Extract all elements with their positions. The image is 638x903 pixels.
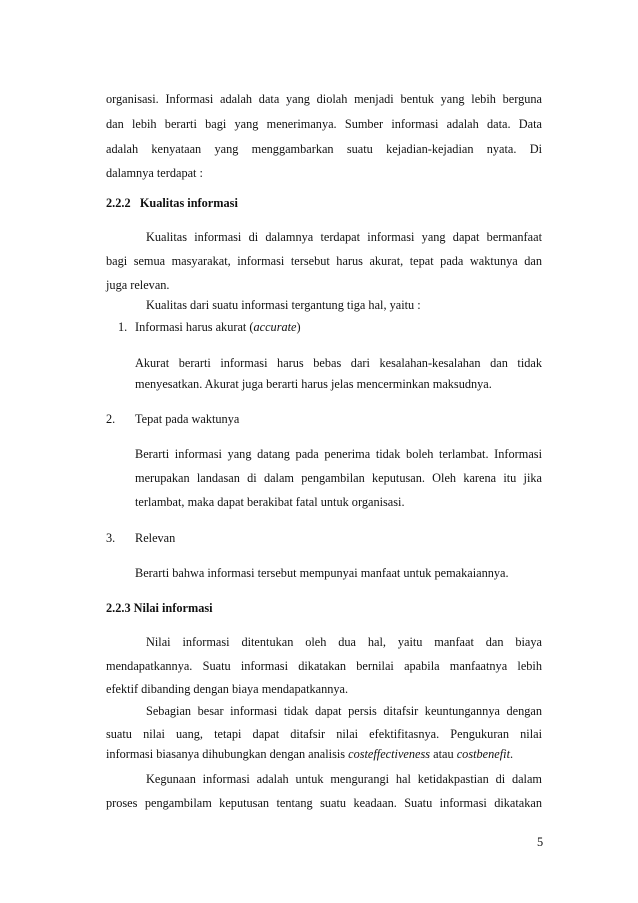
paragraph-line: Berarti bahwa informasi tersebut mempunyai manfaat untuk pemakaiannya. [135,566,509,580]
paragraph-line: adalah kenyataan yang menggambarkan suatu kejadian-kejadian nyata. Di [106,142,542,156]
paragraph-line: Kualitas informasi di dalamnya terdapat informasi yang dapat bermanfaat [146,230,542,244]
paragraph-line: proses pengambilam keputusan tentang suatu keadaan. Suatu informasi dikatakan [106,796,542,810]
paragraph-line: juga relevan. [106,278,170,292]
list-item-title: Relevan [135,531,176,545]
list-number: 3. [106,531,116,545]
text-segment: . [510,747,514,761]
list-number: 1. [118,320,128,334]
list-item-close: ) [296,320,301,334]
paragraph-line: organisasi. Informasi adalah data yang diolah menjadi bentuk yang lebih berguna [106,92,542,106]
paragraph-line: dalamnya terdapat : [106,166,203,180]
italic-term: costbenefit [456,747,510,761]
paragraph-line: Sebagian besar informasi tidak dapat persis ditafsir keuntungannya dengan [146,704,542,718]
list-item-title: Tepat pada waktunya [135,412,240,426]
paragraph-line: efektif dibanding dengan biaya mendapatkannya. [106,682,349,696]
page-number: 5 [537,835,544,849]
list-item-title [135,319,542,335]
text-segment: informasi biasanya dihubungkan dengan analisis [106,747,349,761]
paragraph-line: menyesatkan. Akurat juga berarti harus jelas mencerminkan maksudnya. [135,377,492,391]
paragraph-line [106,746,542,762]
paragraph-line: Akurat berarti informasi harus bebas dari kesalahan-kesalahan dan tidak [135,356,542,370]
italic-term: costeffectiveness [348,747,431,761]
text-segment: atau [430,747,457,761]
list-item-italic: accurate [253,320,297,334]
paragraph-line: dan lebih berarti bagi yang menerimanya. Sumber informasi adalah data. Data [106,117,542,131]
paragraph-line: mendapatkannya. Suatu informasi dikatakan bernilai apabila manfaatnya lebih [106,659,542,673]
paragraph-line: bagi semua masyarakat, informasi tersebut harus akurat, tepat pada waktunya dan [106,254,542,268]
paragraph-line: Kualitas dari suatu informasi tergantung tiga hal, yaitu : [146,298,421,312]
paragraph-line: suatu nilai uang, tetapi dapat ditafsir nilai efektifitasnya. Pengukuran nilai [106,727,542,741]
paragraph-line: Kegunaan informasi adalah untuk mengurangi hal ketidakpastian di dalam [146,772,542,786]
paragraph-line: merupakan landasan di dalam pengambilan keputusan. Oleh karena itu jika [135,471,542,485]
section-heading-2-2-3: 2.2.3 Nilai informasi [106,601,213,615]
section-heading-2-2-2: 2.2.2 Kualitas informasi [106,196,238,210]
paragraph-line: Berarti informasi yang datang pada penerima tidak boleh terlambat. Informasi [135,447,542,461]
list-item-text: Informasi harus akurat ( [135,320,254,334]
paragraph-line: terlambat, maka dapat berakibat fatal untuk organisasi. [135,495,405,509]
paragraph-line: Nilai informasi ditentukan oleh dua hal, yaitu manfaat dan biaya [146,635,542,649]
list-number: 2. [106,412,116,426]
